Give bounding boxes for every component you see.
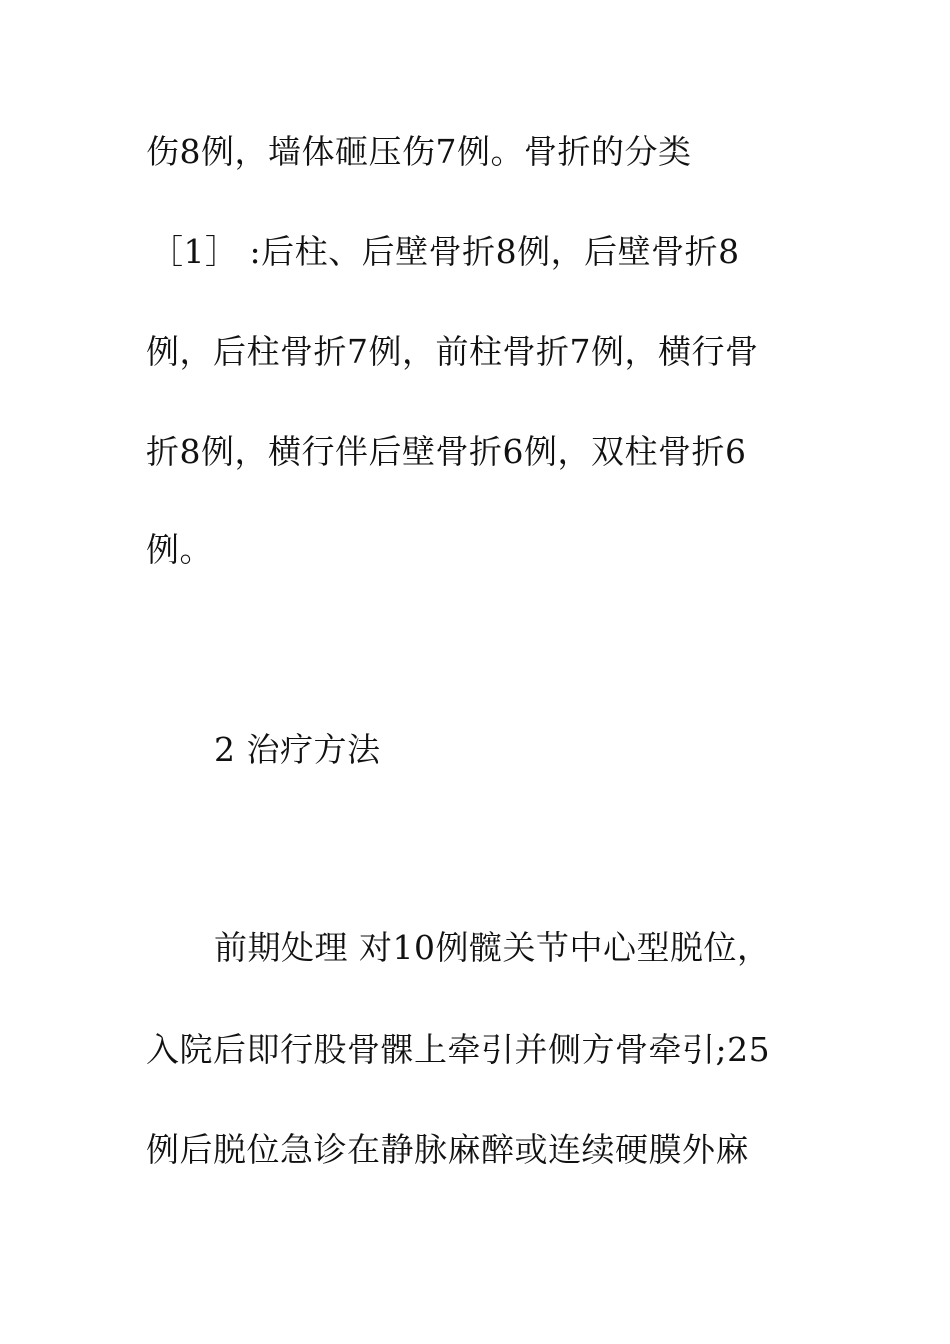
paragraph-line: 前期处理 对10例髋关节中心型脱位，	[214, 928, 771, 967]
paragraph-line: 折8例，横行伴后壁骨折6例，双柱骨折6	[146, 432, 747, 471]
paragraph-line: 例后脱位急诊在静脉麻醉或连续硬膜外麻	[146, 1130, 749, 1169]
paragraph-line: ［1］ :后柱、后壁骨折8例，后壁骨折8	[150, 232, 740, 271]
paragraph-line: 伤8例，墙体砸压伤7例。骨折的分类	[146, 132, 692, 171]
paragraph-line: 例。	[146, 530, 213, 569]
paragraph-line: 入院后即行股骨髁上牵引并侧方骨牵引;25	[146, 1030, 771, 1069]
paragraph-line: 例，后柱骨折7例，前柱骨折7例，横行骨	[146, 332, 759, 371]
section-heading: 2 治疗方法	[214, 730, 381, 769]
